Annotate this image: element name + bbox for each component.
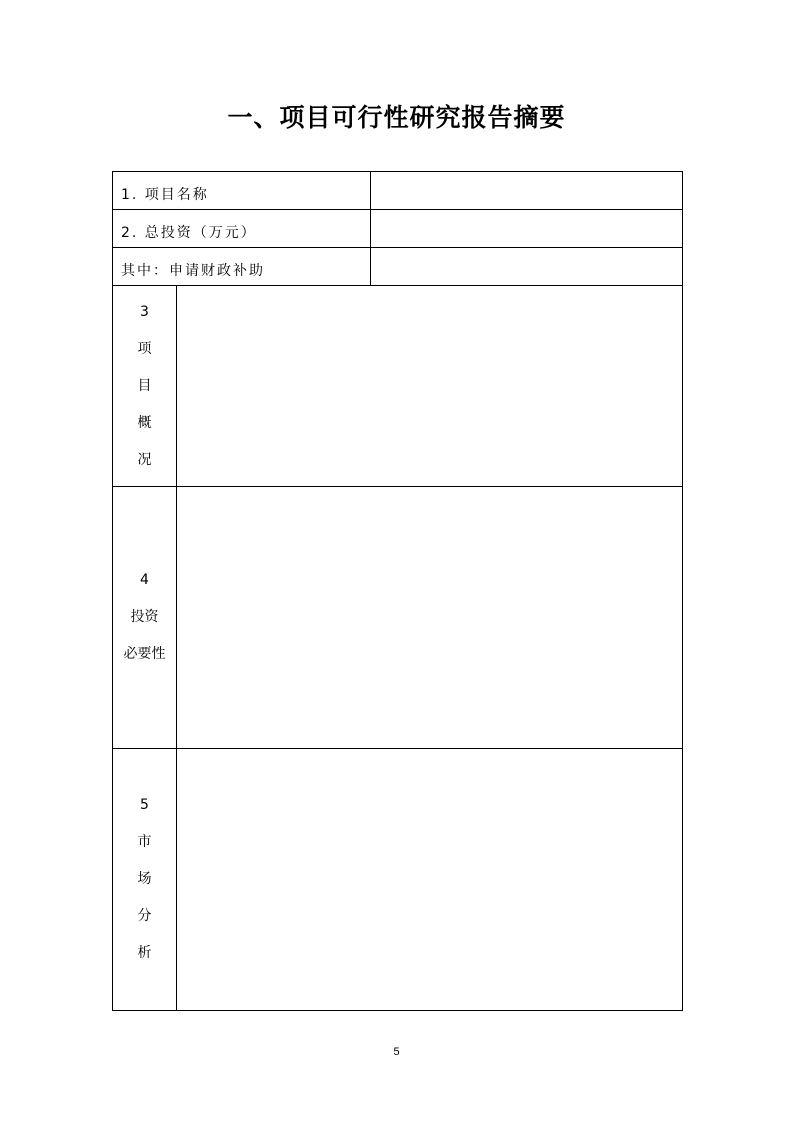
page-title: 一、项目可行性研究报告摘要 <box>227 103 566 132</box>
market-label <box>113 749 177 1011</box>
subsidy-label: 其中：申请财政补助 <box>113 248 371 286</box>
overview-label <box>113 286 177 487</box>
overview-content-field[interactable] <box>177 286 683 487</box>
overview-label-line: 概 <box>137 414 152 431</box>
necessity-label-line: 4 <box>140 572 149 588</box>
total-investment-field[interactable] <box>371 210 683 248</box>
market-content-field[interactable] <box>177 749 683 1011</box>
market-label-line: 分 <box>137 908 152 924</box>
row-subsidy <box>113 248 683 286</box>
overview-label-line: 况 <box>137 451 152 468</box>
summary-form-table <box>112 171 683 1011</box>
row-necessity <box>113 487 683 749</box>
project-name-label: 1. 项目名称 <box>113 172 371 210</box>
necessity-label <box>113 487 177 749</box>
total-investment-label: 2. 总投资（万元） <box>113 210 371 248</box>
market-label-line: 市 <box>137 834 152 850</box>
necessity-label-line: 投资 <box>130 609 159 625</box>
overview-label-line: 项 <box>137 340 152 357</box>
market-label-line: 5 <box>140 797 149 813</box>
market-label-line: 场 <box>137 871 152 887</box>
subsidy-field[interactable] <box>371 248 683 286</box>
row-market <box>113 749 683 1011</box>
project-name-field[interactable] <box>371 172 683 210</box>
necessity-label-line: 必要性 <box>123 646 166 662</box>
row-project-name <box>113 172 683 210</box>
row-overview <box>113 286 683 487</box>
overview-label-line: 3 <box>140 303 149 320</box>
overview-label-line: 目 <box>137 377 152 394</box>
row-total-investment <box>113 210 683 248</box>
necessity-content-field[interactable] <box>177 487 683 749</box>
page-number: 5 <box>393 1046 400 1058</box>
market-label-line: 析 <box>137 945 152 961</box>
